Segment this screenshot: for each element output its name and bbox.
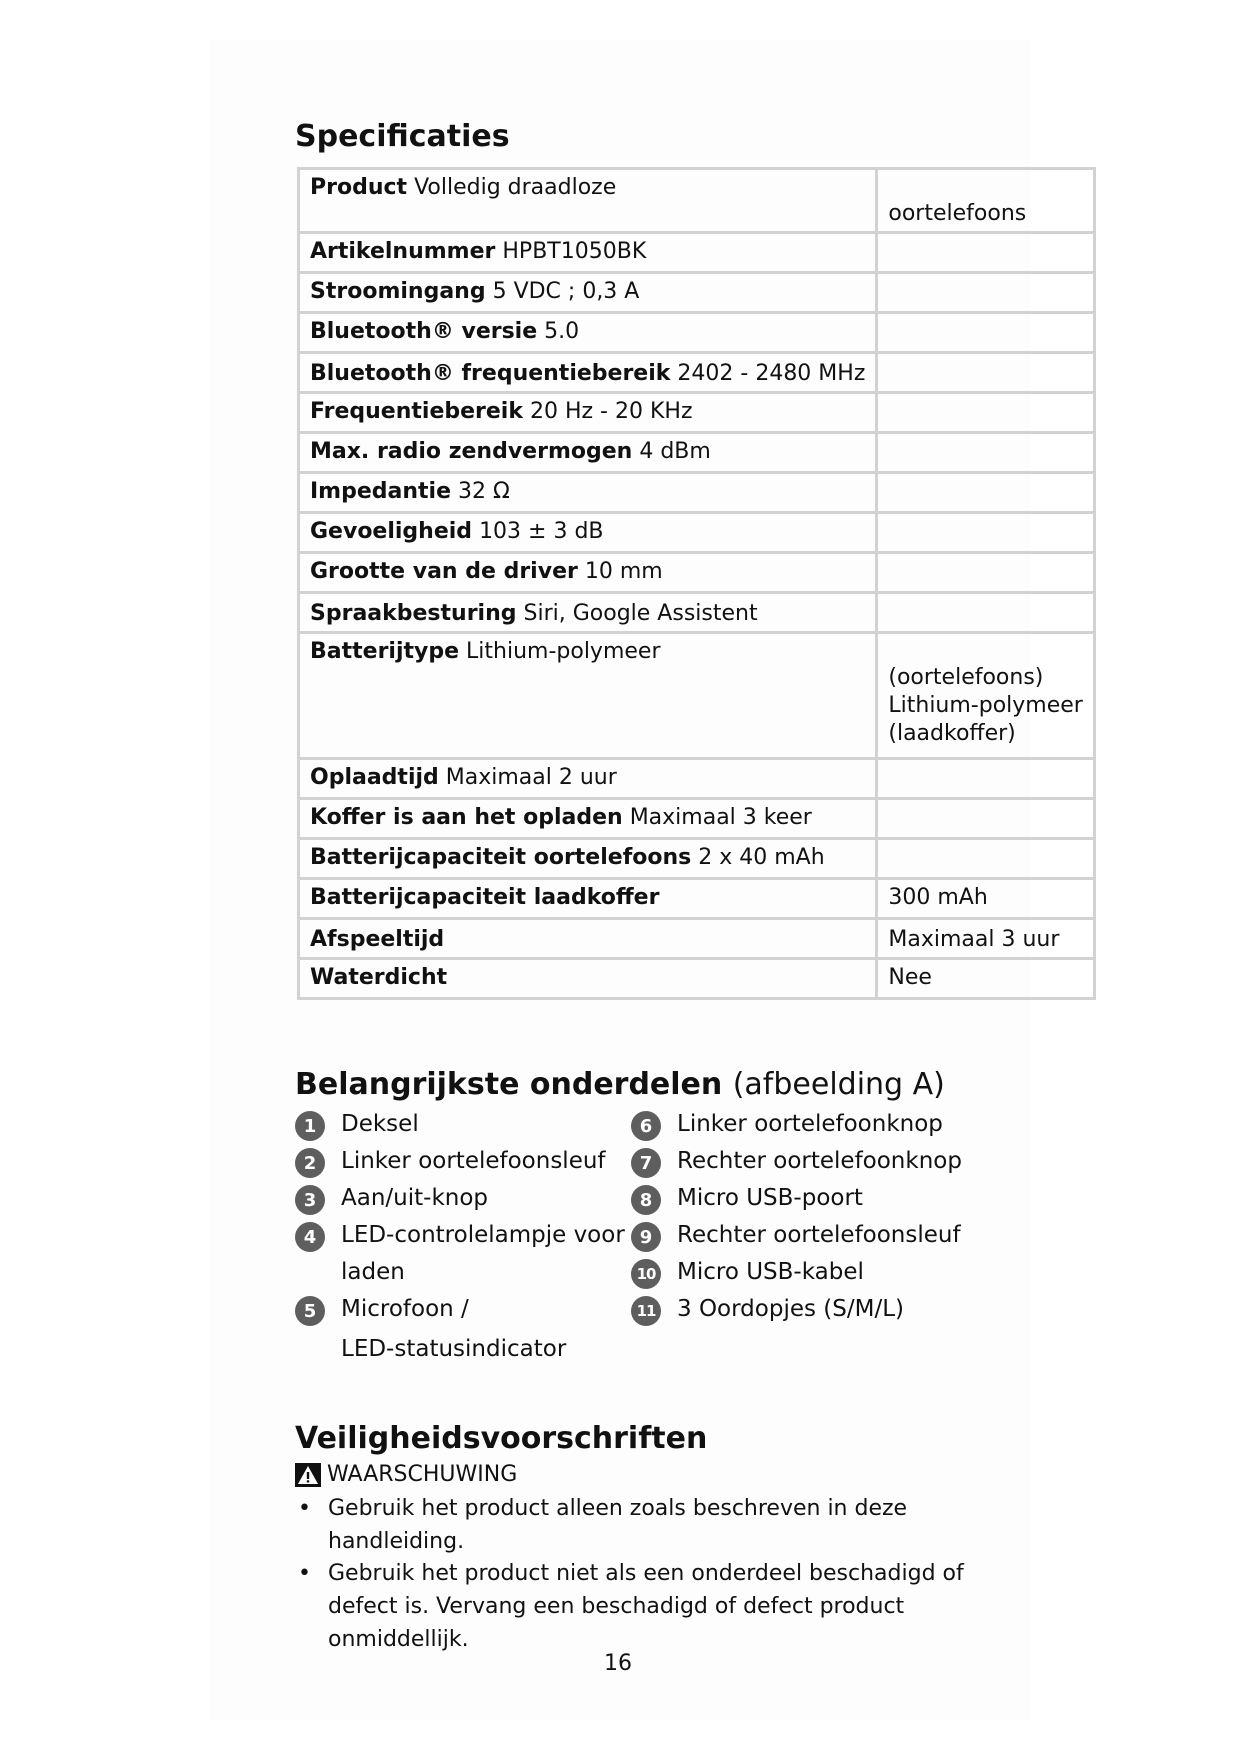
spec-value: 5.0 xyxy=(544,319,580,344)
table-row xyxy=(299,353,1095,393)
bullet-icon: • xyxy=(298,1561,311,1586)
spec-value: 103 ± 3 dB xyxy=(479,519,604,544)
bullet-icon: • xyxy=(298,1496,311,1521)
number-badge: 3 xyxy=(295,1185,325,1215)
table-row xyxy=(299,513,1095,553)
spec-value: 5 VDC ; 0,3 A xyxy=(492,279,640,304)
table-row xyxy=(299,759,1095,799)
spec-label: Batterijtype xyxy=(310,639,460,664)
list-item xyxy=(295,1298,566,1366)
spec-value: 300 mAh xyxy=(888,885,988,910)
table-row xyxy=(299,839,1095,879)
spec-value: 4 dBm xyxy=(639,439,711,464)
table-row xyxy=(299,473,1095,513)
spec-label: Bluetooth® versie xyxy=(310,319,538,344)
spec-label: Frequentiebereik xyxy=(310,399,523,424)
table-row xyxy=(299,169,1095,233)
number-badge: 6 xyxy=(631,1111,661,1141)
part-label: Micro USB-kabel xyxy=(677,1259,864,1285)
table-row xyxy=(299,799,1095,839)
part-label: Microfoon / LED-statusindicator xyxy=(341,1296,567,1362)
table-row xyxy=(299,393,1095,433)
spec-label: Gevoeligheid xyxy=(310,519,473,544)
warning-triangle-icon xyxy=(295,1463,321,1487)
part-label: 3 Oordopjes (S/M/L) xyxy=(677,1296,904,1322)
spec-label: Koffer is aan het opladen xyxy=(310,805,623,830)
part-label: Deksel xyxy=(341,1111,419,1137)
warning-line xyxy=(295,1462,517,1487)
spec-label: Waterdicht xyxy=(310,965,448,990)
list-item xyxy=(631,1113,943,1141)
table-row xyxy=(299,553,1095,593)
spec-value: Maximaal 3 keer xyxy=(629,805,812,830)
spec-value: 2402 - 2480 MHz xyxy=(677,361,866,386)
table-row xyxy=(299,919,1095,959)
table-row xyxy=(299,593,1095,633)
list-item xyxy=(631,1150,962,1178)
spec-value-line: (laadkoffer) xyxy=(888,721,1016,746)
number-badge: 9 xyxy=(631,1222,661,1252)
part-label: Linker oortelefoonsleuf xyxy=(341,1148,606,1174)
part-label: Rechter oortelefoonsleuf xyxy=(677,1222,961,1248)
spec-label: Impedantie xyxy=(310,479,452,504)
spec-label: Spraakbesturing xyxy=(310,601,517,626)
spec-label: Artikelnummer xyxy=(310,239,496,264)
list-item xyxy=(295,1150,606,1178)
number-badge: 5 xyxy=(295,1296,325,1326)
spec-value: HPBT1050BK xyxy=(502,239,647,264)
spec-label: Product xyxy=(310,175,408,200)
parts-heading-light: (afbeelding A) xyxy=(732,1067,945,1102)
parts-heading xyxy=(295,1067,945,1102)
spec-value-line: Lithium-polymeer xyxy=(888,693,1083,718)
number-badge: 10 xyxy=(631,1259,661,1289)
table-row xyxy=(299,313,1095,353)
spec-value: Siri, Google Assistent xyxy=(523,601,758,626)
table-row xyxy=(299,233,1095,273)
spec-label: Bluetooth® frequentiebereik xyxy=(310,361,671,386)
specs-table xyxy=(297,167,1096,1000)
list-item xyxy=(295,1187,488,1215)
part-label: Linker oortelefoonknop xyxy=(677,1111,943,1137)
list-item: • Gebruik het product alleen zoals beschreven in deze handleiding. xyxy=(328,1492,907,1558)
list-item xyxy=(631,1187,863,1215)
parts-heading-bold: Belangrijkste onderdelen xyxy=(295,1067,723,1102)
spec-value: Lithium-polymeer xyxy=(466,639,661,664)
spec-value: oortelefoons xyxy=(888,201,1027,226)
table-row xyxy=(299,273,1095,313)
spec-value: Nee xyxy=(888,965,932,990)
spec-value: Maximaal 3 uur xyxy=(888,927,1060,952)
table-row xyxy=(299,959,1095,999)
table-row xyxy=(299,879,1095,919)
specs-heading: Specificaties xyxy=(295,119,510,154)
spec-label: Afspeeltijd xyxy=(310,927,445,952)
warning-label: WAARSCHUWING xyxy=(327,1462,518,1487)
list-item xyxy=(631,1261,864,1289)
safety-heading: Veiligheidsvoorschriften xyxy=(295,1421,708,1456)
spec-value: Maximaal 2 uur xyxy=(445,765,617,790)
table-row xyxy=(299,633,1095,759)
list-item xyxy=(295,1113,419,1141)
number-badge: 11 xyxy=(631,1296,661,1326)
list-item: • Gebruik het product niet als een onderdeel beschadigd of defect is. Vervang een beschadigd of defect product onmiddellijk. xyxy=(328,1557,964,1656)
spec-label: Stroomingang xyxy=(310,279,486,304)
spec-value: Volledig draadloze xyxy=(414,175,617,200)
spec-value: 32 Ω xyxy=(458,479,510,504)
number-badge: 2 xyxy=(295,1148,325,1178)
number-badge: 1 xyxy=(295,1111,325,1141)
spec-label: Grootte van de driver xyxy=(310,559,578,584)
number-badge: 4 xyxy=(295,1222,325,1252)
spec-label: Max. radio zendvermogen xyxy=(310,439,633,464)
spec-label: Batterijcapaciteit oortelefoons xyxy=(310,845,692,870)
list-item xyxy=(631,1298,904,1326)
spec-label: Batterijcapaciteit laadkoffer xyxy=(310,885,660,910)
spec-value-line: (oortelefoons) xyxy=(888,665,1044,690)
part-label: Rechter oortelefoonknop xyxy=(677,1148,962,1174)
spec-value: 2 x 40 mAh xyxy=(698,845,825,870)
part-label: LED-controlelampje voor laden xyxy=(341,1222,625,1285)
number-badge: 8 xyxy=(631,1185,661,1215)
part-label: Aan/uit-knop xyxy=(341,1185,489,1211)
page-number: 16 xyxy=(604,1651,632,1676)
list-item xyxy=(295,1224,625,1289)
spec-value: 20 Hz - 20 KHz xyxy=(529,399,693,424)
table-row xyxy=(299,433,1095,473)
number-badge: 7 xyxy=(631,1148,661,1178)
list-item xyxy=(631,1224,961,1252)
part-label: Micro USB-poort xyxy=(677,1185,863,1211)
spec-value: 10 mm xyxy=(584,559,663,584)
spec-label: Oplaadtijd xyxy=(310,765,439,790)
